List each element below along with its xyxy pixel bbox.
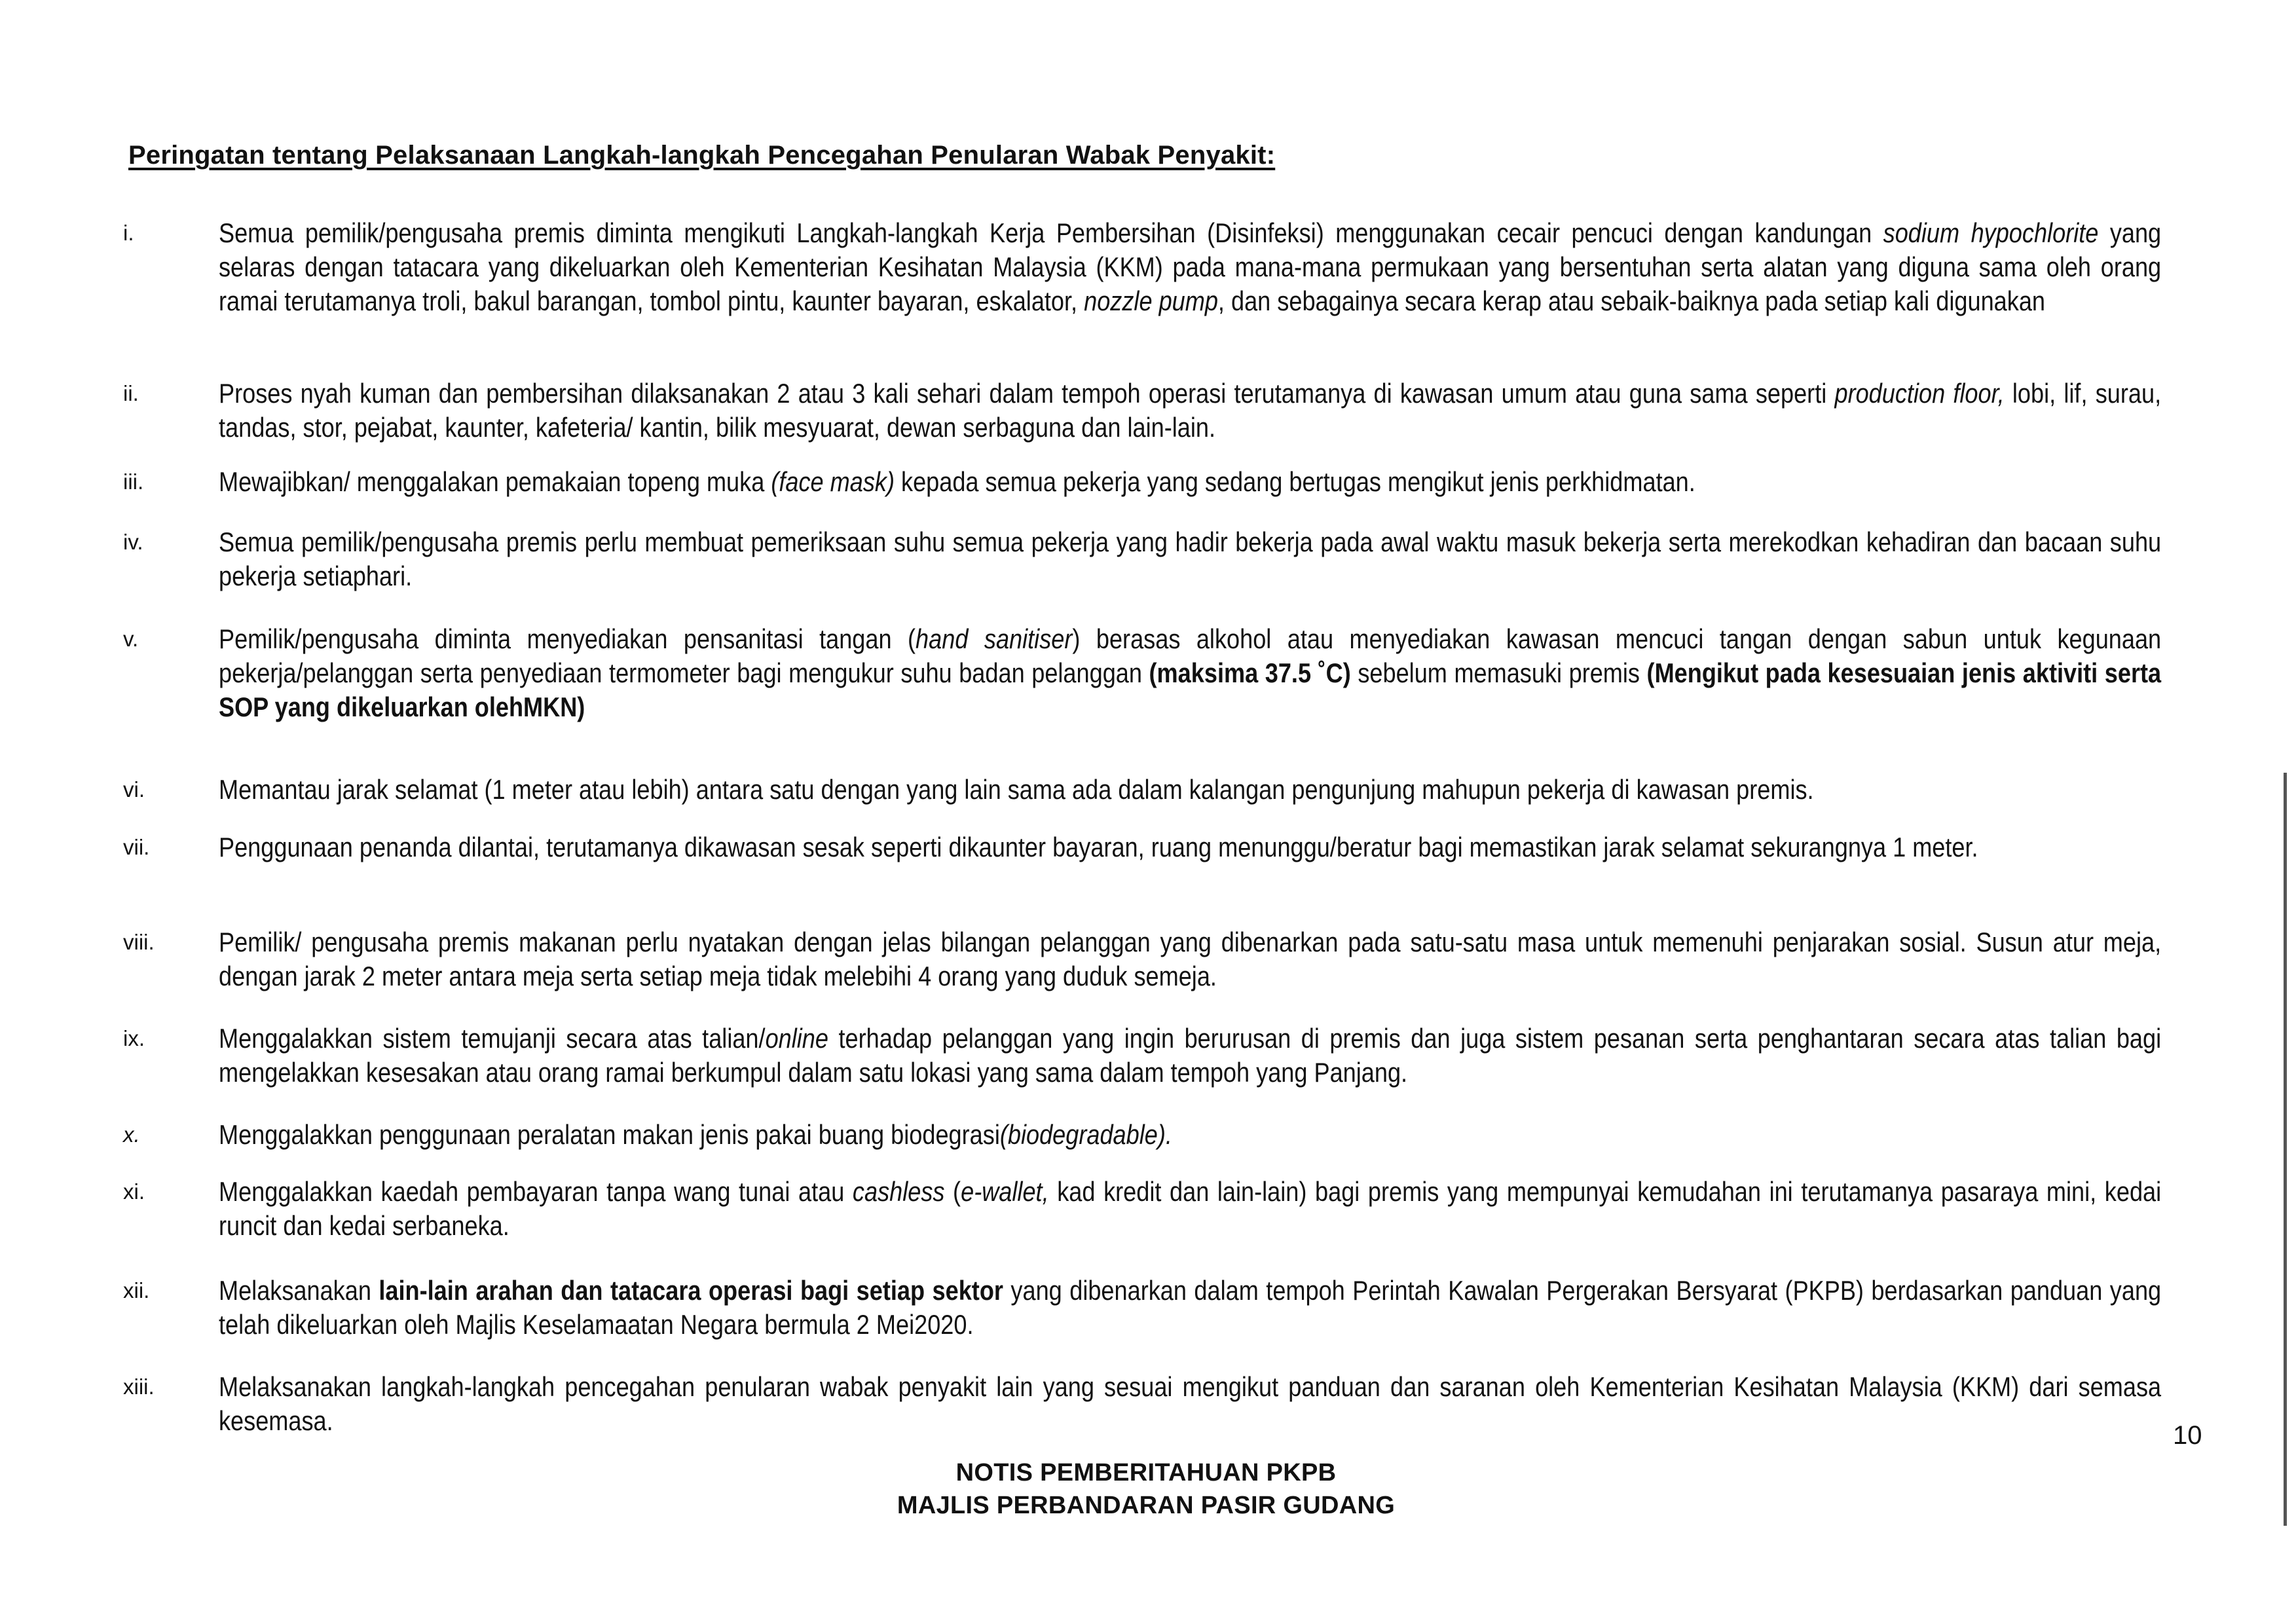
italic-run: production floor,: [1834, 378, 2005, 409]
italic-run: cashless: [852, 1176, 945, 1207]
text-run: Pemilik/ pengusaha premis makanan perlu nyatakan dengan jelas bilangan pelanggan yang dibenarkan pada satu-satu masa untuk memenuhi penjarakan sosial. Susun atur meja, dengan jarak 2 meter antara meja serta setiap meja tidak melebihi 4 orang yang duduk semeja.: [219, 927, 2162, 991]
item-text: [219, 1118, 2161, 1152]
item-text: [219, 1274, 2161, 1342]
item-number: viii.: [123, 930, 155, 954]
text-run: Melaksanakan: [219, 1275, 379, 1306]
item-number: iv.: [123, 530, 143, 554]
bold-run: lain-lain arahan dan tatacara operasi bagi setiap sektor: [379, 1275, 1003, 1306]
page-heading: Peringatan tentang Pelaksanaan Langkah-langkah Pencegahan Penularan Wabak Penyakit:: [128, 141, 1276, 170]
page-number: 10: [2173, 1421, 2202, 1450]
bold-run: (Mengikut pada kesesuaian jenis aktiviti serta SOP yang dikeluarkan olehMKN): [219, 657, 2162, 722]
footer-line-2: MAJLIS PERBANDARAN PASIR GUDANG: [897, 1492, 1396, 1519]
item-number: iii.: [123, 470, 144, 494]
footer-line-1: NOTIS PEMBERITAHUAN PKPB: [955, 1459, 1337, 1486]
text-run: sebelum memasuki premis: [1350, 657, 1647, 688]
text-run: ) berasas alkohol atau menyediakan kawasan mencuci tangan dengan sabun untuk kegunaan pekerja/pelanggan serta penyediaan termometer bagi mengukur suhu badan pelanggan: [219, 623, 2162, 688]
text-run: Semua pemilik/pengusaha premis perlu membuat pemeriksaan suhu semua pekerja yang hadir bekerja pada awal waktu masuk bekerja serta merekodkan kehadiran dan bacaan suhu pekerja setiaphari.: [219, 526, 2162, 591]
item-text: [219, 622, 2161, 724]
item-number: xi.: [123, 1179, 145, 1204]
text-run: Proses nyah kuman dan pembersihan dilaksanakan 2 atau 3 kali sehari dalam tempoh operasi terutamanya di kawasan umum atau guna sama seperti: [219, 378, 1835, 409]
text-run: Menggalakkan penggunaan peralatan makan jenis pakai buang biodegrasi: [219, 1119, 1000, 1150]
bold-run: (maksima 37.5 ˚C): [1149, 657, 1351, 688]
italic-run: (biodegradable).: [999, 1119, 1172, 1150]
text-run: lobi, lif, surau, tandas, stor, pejabat, kaunter, kafeteria/ kantin, bilik mesyuarat, dewan serbaguna dan lain-lain.: [219, 378, 2162, 443]
text-run: kepada semua pekerja yang sedang bertugas mengikut jenis perkhidmatan.: [894, 466, 1695, 497]
item-number: i.: [123, 221, 134, 245]
item-text: [219, 830, 2161, 864]
text-run: Memantau jarak selamat (1 meter atau lebih) antara satu dengan yang lain sama ada dalam kalangan pengunjung mahupun pekerja di kawasan premis.: [219, 774, 1814, 805]
italic-run: nozzle pump: [1084, 286, 1218, 316]
item-number: v.: [123, 627, 139, 651]
italic-run: (face mask): [771, 466, 895, 497]
item-text: [219, 925, 2161, 993]
item-text: [219, 377, 2161, 445]
item-text: [219, 525, 2161, 593]
text-run: Penggunaan penanda dilantai, terutamanya dikawasan sesak seperti dikaunter bayaran, ruang menunggu/beratur bagi memastikan jarak selamat sekurangnya 1 meter.: [219, 832, 1978, 862]
text-run: Pemilik/pengusaha diminta menyediakan pensanitasi tangan (: [219, 623, 916, 654]
text-run: Menggalakkan kaedah pembayaran tanpa wang tunai atau: [219, 1176, 853, 1207]
italic-run: hand sanitiser: [916, 623, 1073, 654]
item-text: [219, 465, 2161, 499]
item-text: [219, 773, 2161, 807]
text-run: yang selaras dengan tatacara yang dikeluarkan oleh Kementerian Kesihatan Malaysia (KKM) pada mana-mana permukaan yang bersentuhan serta alatan yang diguna sama oleh orang ramai terutamanya troli, bakul barangan, tombol pintu, kaunter bayaran, eskalator,: [219, 217, 2162, 316]
item-number: xiii.: [123, 1375, 155, 1399]
text-run: Mewajibkan/ menggalakan pemakaian topeng muka: [219, 466, 771, 497]
item-number: vii.: [123, 835, 150, 859]
item-text: [219, 1370, 2161, 1438]
item-number: xii.: [123, 1278, 150, 1302]
text-run: kad kredit dan lain-lain) bagi premis yang mempunyai kemudahan ini terutamanya pasaraya mini, kedai runcit dan kedai serbaneka.: [219, 1176, 2162, 1241]
item-text: [219, 1175, 2161, 1243]
text-run: , dan sebagainya secara kerap atau sebaik-baiknya pada setiap kali digunakan: [1217, 286, 2045, 316]
text-run: terhadap pelanggan yang ingin berurusan di premis dan juga sistem pesanan serta penghantaran secara atas talian bagi mengelakkan kesesakan atau orang ramai berkumpul dalam satu lokasi yang sama dalam tempoh yang Panjang.: [219, 1023, 2162, 1088]
item-text: [219, 1022, 2161, 1090]
item-number: ii.: [123, 381, 139, 405]
italic-run: e-wallet,: [961, 1176, 1049, 1207]
text-run: Menggalakkan sistem temujanji secara atas talian/: [219, 1023, 766, 1054]
text-run: Semua pemilik/pengusaha premis diminta mengikuti Langkah-langkah Kerja Pembersihan (Disinfeksi) menggunakan cecair pencuci dengan kandungan: [219, 217, 1883, 248]
scan-edge-shadow: [2284, 773, 2287, 1526]
item-number: vi.: [123, 777, 145, 802]
text-run: (: [944, 1176, 961, 1207]
item-number: x.: [123, 1122, 140, 1147]
italic-run: sodium hypochlorite: [1883, 217, 2099, 248]
text-run: yang dibenarkan dalam tempoh Perintah Kawalan Pergerakan Bersyarat (PKPB) berdasarkan panduan yang telah dikeluarkan oleh Majlis Keselamaatan Negara bermula 2 Mei2020.: [219, 1275, 2162, 1340]
item-number: ix.: [123, 1026, 145, 1050]
italic-run: online: [765, 1023, 828, 1054]
item-text: [219, 216, 2161, 318]
text-run: Melaksanakan langkah-langkah pencegahan penularan wabak penyakit lain yang sesuai mengikut panduan dan saranan oleh Kementerian Kesihatan Malaysia (KKM) dari semasa kesemasa.: [219, 1371, 2162, 1436]
